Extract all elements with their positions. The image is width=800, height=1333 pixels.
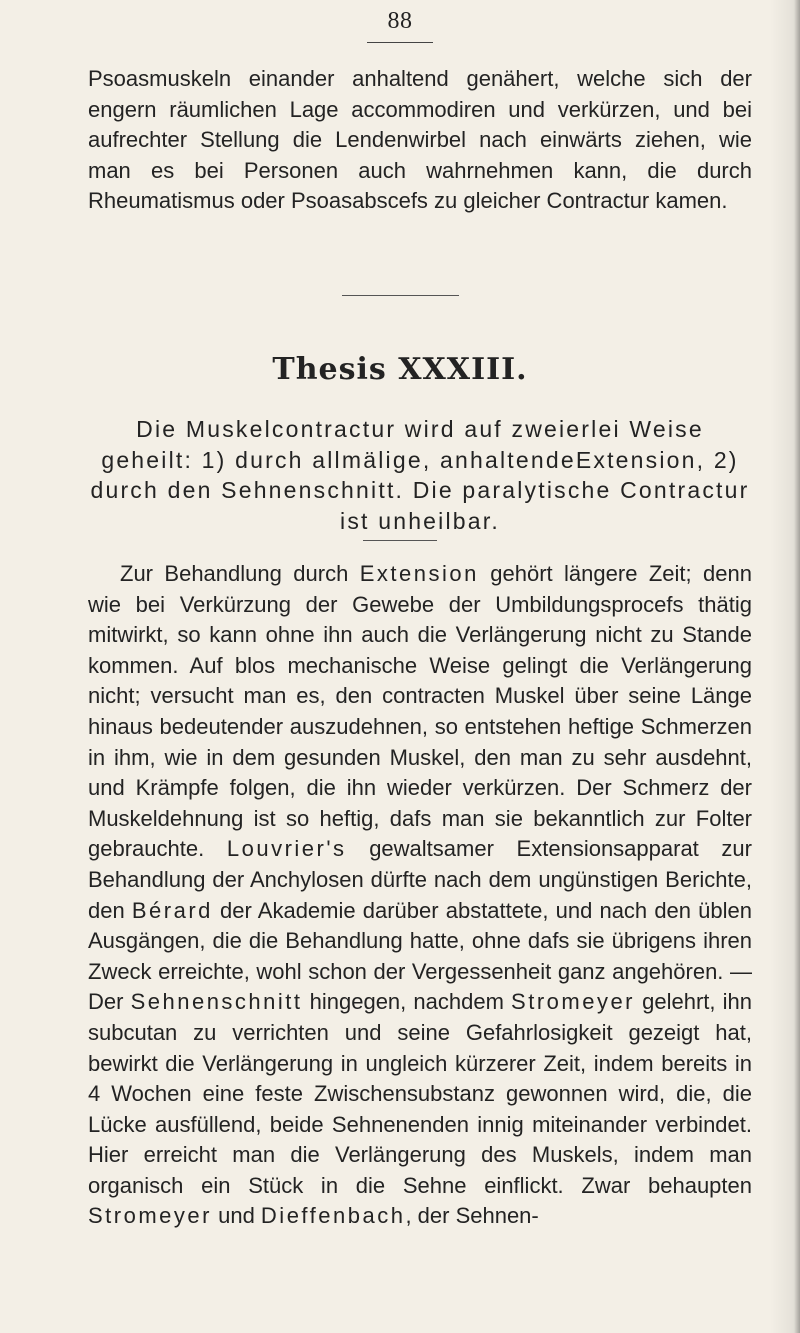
page-number-underline (367, 42, 433, 43)
body-text: der Akademie darüber abstattete, und nach den üblen Ausgängen, die die Behandlung hatte, ohne dafs sie übrigens ihren Zweck erreichte, wohl schon der Vergessenheit ganz angehören. — Der (88, 897, 752, 1015)
body-text: gelehrt, ihn subcutan zu verrichten und seine Gefahrlosigkeit gezeigt hat, bewirkt die Verlängerung in ungleich kürzerer Zeit, indem bereits in 4 Wochen eine feste Zwischensubstanz gewonnen wird, die, die Lücke ausfüllend, beide Sehnenenden innig miteinander verbindet. Hier erreicht man die Verlängerung des Muskels, indem man organisch ein Stück in die Sehne einflickt. Zwar behaupten (88, 989, 752, 1198)
spaced-name: Dieffenbach (260, 1203, 406, 1229)
intro-paragraph: Psoasmuskeln einander anhaltend genähert, welche sich der engern räumlichen Lage accommodiren und verkürzen, und bei aufrechter Stellung die Lendenwirbel nach einwärts ziehen, wie man es bei Personen auch wahrnehmen kann, die durch Rheumatismus oder Psoasabscefs zu gleicher Contractur kamen. (88, 66, 752, 214)
body-text: gewaltsamer Extensionsapparat zur Behandlung der Anchylosen dürfte nach dem ungünstigen Berichte, den (88, 836, 752, 923)
body-text: Zur Behandlung durch (120, 561, 360, 586)
section-separator (342, 295, 459, 296)
thesis-statement: Die Muskelcontractur wird auf zweierlei Weise geheilt: 1) durch allmälige, anhaltendeExtension, 2) durch den Sehnenschnitt. Die paralytische Contractur ist unheilbar. (90, 416, 750, 534)
spaced-name: Bérard (131, 897, 213, 923)
page-edge-shadow (794, 0, 800, 1333)
body-text: hingegen, nachdem (302, 989, 512, 1015)
spaced-name: Louvrier's (226, 836, 347, 862)
body-text: , der Sehnen- (405, 1203, 539, 1229)
body-text: und (211, 1203, 261, 1229)
thesis-heading: Thesis XXXIII. (272, 352, 528, 387)
spaced-name: Stromeyer (88, 1203, 212, 1229)
page-number: 88 (387, 8, 413, 34)
spaced-term: Extension (359, 561, 479, 586)
spaced-name: Stromeyer (511, 989, 636, 1015)
thesis-rule (363, 540, 437, 541)
spaced-term: Sehnenschnitt (130, 989, 303, 1015)
body-text: gehört längere Zeit; denn wie bei Verkürzung der Gewebe der Umbildungsprocefs thätig mitwirkt, so kann ohne ihn auch die Verlängerung nicht zu Stande kommen. Auf blos mechanische Weise gelingt die Verlängerung nicht; versucht man es, den contracten Muskel über seine Länge hinaus bedeutender auszudehnen, so entstehen heftige Schmerzen in ihm, wie in dem gesunden Muskel, den man zu sehr ausdehnt, und Krämpfe folgen, die ihn wieder verkürzen. Der Schmerz der Muskeldehnung ist so heftig, dafs man sie bekanntlich zur Folter gebrauchte. (88, 561, 752, 862)
body-paragraph (88, 559, 752, 1232)
